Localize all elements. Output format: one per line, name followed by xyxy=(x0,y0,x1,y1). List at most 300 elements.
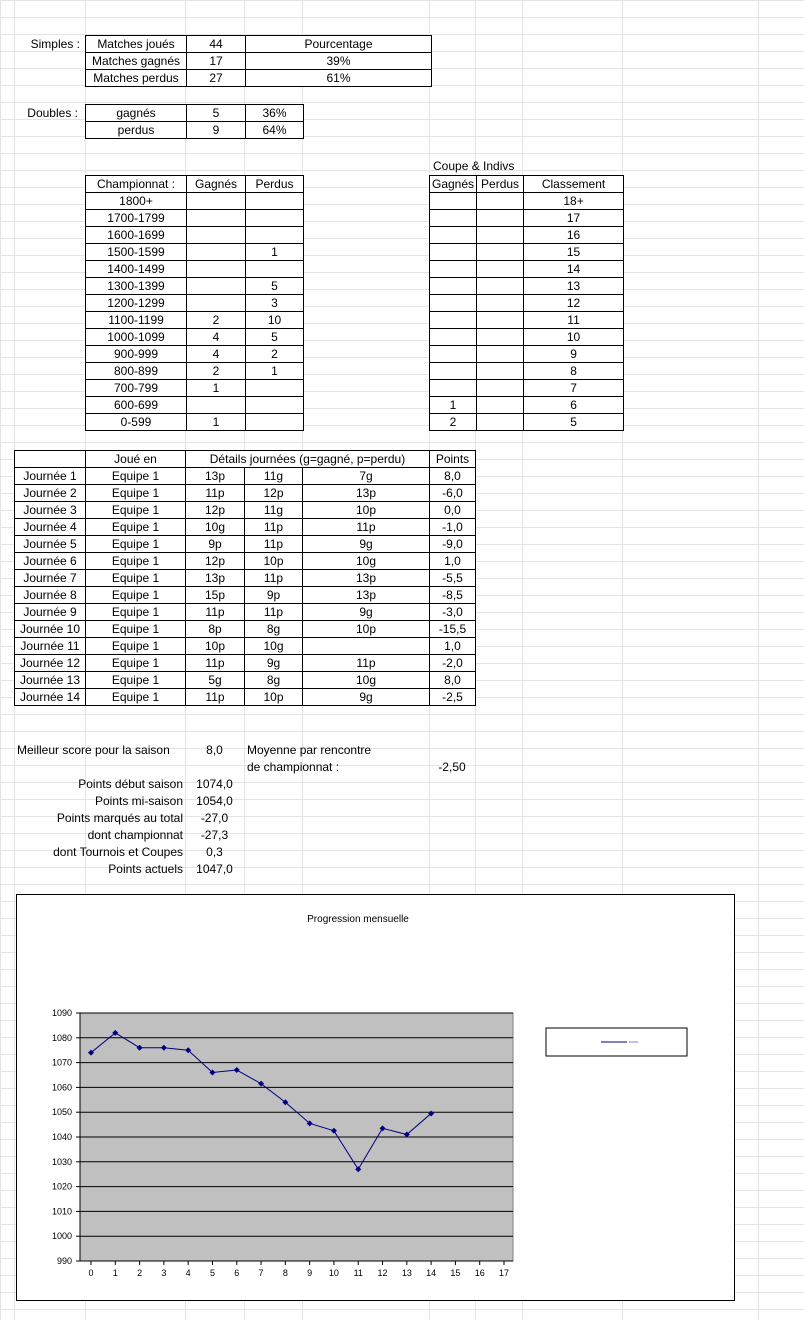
table-row xyxy=(430,193,624,210)
x-tick-label: 12 xyxy=(377,1268,388,1278)
line-chart xyxy=(17,895,734,1300)
table-row xyxy=(86,363,304,380)
journees-cell[interactable]: 13p xyxy=(303,587,430,604)
journees-cell[interactable]: Equipe 1 xyxy=(86,519,186,536)
table-row xyxy=(430,363,624,380)
coupe-cell[interactable] xyxy=(430,346,477,363)
journees-header[interactable] xyxy=(15,451,86,468)
championnat-cell[interactable]: 1800+ xyxy=(86,193,187,210)
table-row xyxy=(15,485,476,502)
journees-cell[interactable]: 5g xyxy=(186,672,245,689)
table-row xyxy=(15,553,476,570)
journees-cell[interactable]: 10p xyxy=(303,621,430,638)
coupe-cell[interactable]: 16 xyxy=(524,227,624,244)
table-row xyxy=(86,227,304,244)
journees-cell[interactable]: 13p xyxy=(186,468,245,485)
meilleur-label: Meilleur score pour la saison xyxy=(17,743,170,757)
coupe-cell[interactable] xyxy=(430,312,477,329)
journees-cell[interactable]: 11p xyxy=(245,519,303,536)
coupe-cell[interactable] xyxy=(477,210,524,227)
journees-cell[interactable]: Equipe 1 xyxy=(86,621,186,638)
table-row xyxy=(15,587,476,604)
journees-cell[interactable]: 10p xyxy=(186,638,245,655)
y-tick-label: 1030 xyxy=(51,1156,72,1167)
journees-cell[interactable]: Equipe 1 xyxy=(86,553,186,570)
table-row xyxy=(15,502,476,519)
y-tick-label: 1080 xyxy=(51,1032,72,1043)
journees-cell[interactable]: Journée 6 xyxy=(15,553,86,570)
coupe-cell[interactable] xyxy=(430,278,477,295)
y-tick-label: 1070 xyxy=(51,1057,72,1068)
journees-cell[interactable]: Journée 3 xyxy=(15,502,86,519)
doubles-cell[interactable]: 9 xyxy=(187,122,246,139)
journees-cell[interactable]: 11g xyxy=(245,468,303,485)
journees-cell[interactable]: 12p xyxy=(186,502,245,519)
journees-cell[interactable]: Journée 5 xyxy=(15,536,86,553)
championnat-cell[interactable] xyxy=(246,397,304,414)
table-row xyxy=(15,689,476,706)
chart-area[interactable] xyxy=(16,894,735,1301)
championnat-header[interactable]: Perdus xyxy=(246,176,304,193)
journees-cell[interactable]: 11p xyxy=(245,604,303,621)
journees-cell[interactable]: 9p xyxy=(186,536,245,553)
championnat-cell[interactable]: 1 xyxy=(246,363,304,380)
journees-cell[interactable]: Journée 8 xyxy=(15,587,86,604)
table-row xyxy=(86,36,432,53)
journees-cell[interactable]: Journée 11 xyxy=(15,638,86,655)
simples-table xyxy=(85,35,432,87)
coupe-cell[interactable]: 5 xyxy=(524,414,624,431)
summary-label: dont Tournois et Coupes xyxy=(53,845,183,859)
coupe-cell[interactable] xyxy=(477,227,524,244)
coupe-cell[interactable]: 15 xyxy=(524,244,624,261)
coupe-table xyxy=(429,175,624,431)
coupe-cell[interactable]: 12 xyxy=(524,295,624,312)
summary-value[interactable]: 1074,0 xyxy=(196,777,233,791)
journees-cell[interactable]: 11p xyxy=(186,689,245,706)
table-row xyxy=(86,210,304,227)
doubles-cell[interactable]: gagnés xyxy=(86,105,187,122)
x-tick-label: 15 xyxy=(450,1268,461,1278)
journees-cell[interactable]: Equipe 1 xyxy=(86,672,186,689)
table-row xyxy=(15,570,476,587)
championnat-header[interactable]: Championnat : xyxy=(86,176,187,193)
table-row xyxy=(430,295,624,312)
championnat-cell[interactable] xyxy=(246,210,304,227)
championnat-cell[interactable] xyxy=(246,261,304,278)
table-row xyxy=(86,278,304,295)
journees-header[interactable]: Joué en xyxy=(86,451,186,468)
journees-cell[interactable]: 11p xyxy=(186,604,245,621)
journees-cell[interactable]: 9g xyxy=(303,689,430,706)
journees-cell[interactable]: 1,0 xyxy=(430,638,476,655)
x-tick-label: 17 xyxy=(498,1268,510,1278)
moyenne-label-2: de championnat : xyxy=(247,760,340,774)
summary-label: dont championnat xyxy=(87,828,183,842)
table-row xyxy=(86,414,304,431)
table-row xyxy=(15,451,476,468)
coupe-cell[interactable]: 9 xyxy=(524,346,624,363)
table-row xyxy=(15,468,476,485)
journees-cell[interactable]: 11p xyxy=(245,570,303,587)
journees-cell[interactable]: Journée 4 xyxy=(15,519,86,536)
journees-cell[interactable]: Equipe 1 xyxy=(86,587,186,604)
table-row xyxy=(86,380,304,397)
championnat-cell[interactable]: 2 xyxy=(187,363,246,380)
coupe-cell[interactable] xyxy=(430,227,477,244)
journees-cell[interactable]: 10g xyxy=(186,519,245,536)
journees-cell[interactable]: -2,0 xyxy=(430,655,476,672)
journees-cell[interactable]: Equipe 1 xyxy=(86,570,186,587)
championnat-cell[interactable] xyxy=(246,414,304,431)
simples-cell[interactable]: 39% xyxy=(246,53,432,70)
journees-cell[interactable]: -1,0 xyxy=(430,519,476,536)
championnat-cell[interactable]: 2 xyxy=(187,312,246,329)
table-row xyxy=(86,329,304,346)
coupe-cell[interactable] xyxy=(430,244,477,261)
y-tick-label: 1060 xyxy=(51,1082,72,1093)
simples-cell[interactable]: Pourcentage xyxy=(246,36,432,53)
x-tick-label: 4 xyxy=(185,1268,191,1278)
table-row xyxy=(430,210,624,227)
championnat-cell[interactable] xyxy=(187,397,246,414)
championnat-cell[interactable]: 800-899 xyxy=(86,363,187,380)
journees-cell[interactable]: Equipe 1 xyxy=(86,485,186,502)
summary-label: Points début saison xyxy=(78,777,183,791)
simples-cell[interactable]: Matches joués xyxy=(86,36,187,53)
journees-cell[interactable]: 13p xyxy=(186,570,245,587)
doubles-cell[interactable]: 36% xyxy=(246,105,304,122)
table-row xyxy=(86,122,304,139)
journees-table xyxy=(14,450,476,706)
table-row xyxy=(15,672,476,689)
journees-cell[interactable]: 0,0 xyxy=(430,502,476,519)
championnat-cell[interactable] xyxy=(187,210,246,227)
journees-cell[interactable]: 11p xyxy=(245,536,303,553)
championnat-cell[interactable] xyxy=(246,380,304,397)
journees-cell[interactable]: Journée 12 xyxy=(15,655,86,672)
summary-value[interactable]: -27,3 xyxy=(200,828,229,842)
championnat-cell[interactable] xyxy=(187,193,246,210)
moyenne-label-1: Moyenne par rencontre xyxy=(247,743,372,757)
championnat-cell[interactable]: 1000-1099 xyxy=(86,329,187,346)
journees-cell[interactable]: Equipe 1 xyxy=(86,604,186,621)
coupe-cell[interactable]: 17 xyxy=(524,210,624,227)
chart-title: Progression mensuelle xyxy=(307,914,409,925)
x-tick-label: 5 xyxy=(209,1268,215,1278)
championnat-cell[interactable] xyxy=(246,227,304,244)
journees-cell[interactable]: 10g xyxy=(245,638,303,655)
journees-cell[interactable]: 15p xyxy=(186,587,245,604)
championnat-header[interactable]: Gagnés xyxy=(187,176,246,193)
table-row xyxy=(430,414,624,431)
coupe-cell[interactable] xyxy=(477,244,524,261)
journees-cell[interactable]: 8g xyxy=(245,621,303,638)
x-tick-label: 9 xyxy=(307,1268,313,1278)
coupe-cell[interactable]: 6 xyxy=(524,397,624,414)
x-tick-label: 11 xyxy=(353,1268,363,1278)
table-row xyxy=(430,227,624,244)
table-row xyxy=(430,380,624,397)
coupe-cell[interactable] xyxy=(477,346,524,363)
simples-cell[interactable]: 27 xyxy=(187,70,246,87)
championnat-cell[interactable]: 5 xyxy=(246,329,304,346)
championnat-cell[interactable]: 1300-1399 xyxy=(86,278,187,295)
y-tick-label: 1000 xyxy=(51,1231,72,1242)
journees-cell[interactable]: -5,5 xyxy=(430,570,476,587)
simples-cell[interactable]: 61% xyxy=(246,70,432,87)
table-row xyxy=(86,244,304,261)
x-tick-label: 1 xyxy=(112,1268,118,1278)
championnat-cell[interactable]: 2 xyxy=(246,346,304,363)
x-tick-label: 10 xyxy=(328,1268,339,1278)
championnat-cell[interactable]: 4 xyxy=(187,329,246,346)
championnat-cell[interactable]: 10 xyxy=(246,312,304,329)
coupe-cell[interactable]: 1 xyxy=(430,397,477,414)
championnat-cell[interactable]: 1600-1699 xyxy=(86,227,187,244)
championnat-cell[interactable]: 1100-1199 xyxy=(86,312,187,329)
championnat-cell[interactable] xyxy=(187,227,246,244)
journees-cell[interactable]: 8,0 xyxy=(430,468,476,485)
journees-cell[interactable]: 12p xyxy=(245,485,303,502)
journees-cell[interactable]: 9g xyxy=(303,536,430,553)
simples-label: Simples : xyxy=(30,37,80,51)
journees-cell[interactable]: Journée 1 xyxy=(15,468,86,485)
journees-cell[interactable]: Journée 10 xyxy=(15,621,86,638)
summary-value[interactable]: 1054,0 xyxy=(196,794,233,808)
table-row xyxy=(430,244,624,261)
journees-cell[interactable]: -2,5 xyxy=(430,689,476,706)
journees-cell[interactable]: 10p xyxy=(245,553,303,570)
journees-cell[interactable]: 11p xyxy=(303,519,430,536)
table-row xyxy=(86,261,304,278)
table-row xyxy=(430,329,624,346)
coupe-cell[interactable]: 8 xyxy=(524,363,624,380)
coupe-cell[interactable] xyxy=(477,414,524,431)
table-row xyxy=(15,638,476,655)
coupe-cell[interactable]: 10 xyxy=(524,329,624,346)
table-row xyxy=(430,278,624,295)
y-tick-label: 1090 xyxy=(51,1008,72,1018)
championnat-cell[interactable] xyxy=(187,244,246,261)
x-tick-label: 6 xyxy=(234,1268,240,1278)
journees-cell[interactable]: 9g xyxy=(245,655,303,672)
x-tick-label: 13 xyxy=(401,1268,412,1278)
championnat-cell[interactable]: 1200-1299 xyxy=(86,295,187,312)
journees-cell[interactable]: -15,5 xyxy=(430,621,476,638)
coupe-cell[interactable] xyxy=(477,278,524,295)
summary-label: Points actuels xyxy=(108,862,183,876)
coupe-cell[interactable] xyxy=(477,261,524,278)
coupe-cell[interactable]: 14 xyxy=(524,261,624,278)
x-tick-label: 2 xyxy=(137,1268,143,1278)
journees-cell[interactable]: Journée 7 xyxy=(15,570,86,587)
journees-cell[interactable]: 13p xyxy=(303,485,430,502)
journees-cell[interactable]: Equipe 1 xyxy=(86,638,186,655)
summary-label: Points mi-saison xyxy=(94,794,183,808)
x-tick-label: 0 xyxy=(88,1268,94,1278)
simples-cell[interactable]: 44 xyxy=(187,36,246,53)
table-row xyxy=(15,604,476,621)
journees-cell[interactable]: -9,0 xyxy=(430,536,476,553)
x-tick-label: 8 xyxy=(282,1268,288,1278)
journees-cell[interactable]: 10p xyxy=(303,502,430,519)
journees-cell[interactable]: 8,0 xyxy=(430,672,476,689)
coupe-cell[interactable] xyxy=(477,380,524,397)
x-tick-label: 14 xyxy=(426,1268,437,1278)
y-tick-label: 1050 xyxy=(51,1107,72,1118)
championnat-cell[interactable]: 1500-1599 xyxy=(86,244,187,261)
coupe-cell[interactable] xyxy=(477,363,524,380)
journees-cell[interactable]: Journée 2 xyxy=(15,485,86,502)
championnat-cell[interactable]: 1400-1499 xyxy=(86,261,187,278)
journees-cell[interactable]: 8p xyxy=(186,621,245,638)
table-row xyxy=(15,536,476,553)
coupe-cell[interactable] xyxy=(430,380,477,397)
journees-header[interactable]: Détails journées (g=gagné, p=perdu) xyxy=(186,451,430,468)
journees-cell[interactable]: Equipe 1 xyxy=(86,655,186,672)
table-row xyxy=(86,53,432,70)
summary-label: Points marqués au total xyxy=(56,811,183,825)
journees-cell[interactable]: Journée 13 xyxy=(15,672,86,689)
doubles-cell[interactable]: perdus xyxy=(86,122,187,139)
table-row xyxy=(430,397,624,414)
championnat-cell[interactable]: 0-599 xyxy=(86,414,187,431)
championnat-cell[interactable] xyxy=(187,295,246,312)
coupe-cell[interactable] xyxy=(430,363,477,380)
championnat-cell[interactable]: 1 xyxy=(187,380,246,397)
championnat-cell[interactable]: 5 xyxy=(246,278,304,295)
coupe-cell[interactable] xyxy=(477,397,524,414)
table-row xyxy=(86,70,432,87)
championnat-cell[interactable]: 1 xyxy=(246,244,304,261)
championnat-table xyxy=(85,175,304,431)
coupe-title: Coupe & Indivs xyxy=(433,159,515,173)
summary-value[interactable]: 1047,0 xyxy=(196,862,233,876)
table-row xyxy=(430,346,624,363)
table-row xyxy=(15,519,476,536)
y-tick-label: 1020 xyxy=(51,1181,72,1192)
coupe-cell[interactable]: 7 xyxy=(524,380,624,397)
journees-cell[interactable]: 9g xyxy=(303,604,430,621)
moyenne-value[interactable]: -2,50 xyxy=(438,760,466,774)
journees-cell[interactable]: 11p xyxy=(186,655,245,672)
doubles-table xyxy=(85,104,304,139)
championnat-cell[interactable]: 900-999 xyxy=(86,346,187,363)
championnat-cell[interactable]: 600-699 xyxy=(86,397,187,414)
coupe-cell[interactable]: 13 xyxy=(524,278,624,295)
journees-cell[interactable]: 8g xyxy=(245,672,303,689)
journees-cell[interactable]: 11p xyxy=(186,485,245,502)
championnat-cell[interactable]: 3 xyxy=(246,295,304,312)
journees-cell[interactable]: 13p xyxy=(303,570,430,587)
championnat-cell[interactable] xyxy=(187,278,246,295)
journees-cell[interactable]: -8,5 xyxy=(430,587,476,604)
coupe-cell[interactable] xyxy=(430,210,477,227)
doubles-cell[interactable]: 64% xyxy=(246,122,304,139)
championnat-cell[interactable] xyxy=(246,193,304,210)
simples-cell[interactable]: 17 xyxy=(187,53,246,70)
y-tick-label: 1040 xyxy=(51,1132,72,1142)
journees-header[interactable]: Points xyxy=(430,451,476,468)
table-row xyxy=(430,176,624,193)
journees-cell[interactable]: Equipe 1 xyxy=(86,689,186,706)
table-row xyxy=(86,193,304,210)
coupe-header[interactable]: Perdus xyxy=(477,176,524,193)
journees-cell[interactable]: Journée 9 xyxy=(15,604,86,621)
simples-cell[interactable]: Matches perdus xyxy=(86,70,187,87)
coupe-cell[interactable]: 2 xyxy=(430,414,477,431)
journees-cell[interactable]: Equipe 1 xyxy=(86,502,186,519)
journees-cell[interactable]: 10p xyxy=(245,689,303,706)
coupe-cell[interactable] xyxy=(477,193,524,210)
table-row xyxy=(86,397,304,414)
journees-cell[interactable]: 11g xyxy=(245,502,303,519)
doubles-cell[interactable]: 5 xyxy=(187,105,246,122)
x-tick-label: 16 xyxy=(474,1268,485,1278)
coupe-header[interactable]: Gagnés xyxy=(430,176,477,193)
x-tick-label: 7 xyxy=(258,1268,264,1278)
championnat-cell[interactable]: 700-799 xyxy=(86,380,187,397)
coupe-cell[interactable] xyxy=(477,329,524,346)
simples-cell[interactable]: Matches gagnés xyxy=(86,53,187,70)
table-row xyxy=(86,176,304,193)
journees-cell[interactable]: 1,0 xyxy=(430,553,476,570)
y-tick-label: 990 xyxy=(56,1256,72,1266)
coupe-cell[interactable] xyxy=(430,193,477,210)
coupe-cell[interactable] xyxy=(430,329,477,346)
journees-cell[interactable]: Equipe 1 xyxy=(86,468,186,485)
championnat-cell[interactable]: 1700-1799 xyxy=(86,210,187,227)
coupe-cell[interactable] xyxy=(477,295,524,312)
table-row xyxy=(430,312,624,329)
table-row xyxy=(86,346,304,363)
meilleur-value[interactable]: 8,0 xyxy=(206,743,223,757)
table-row xyxy=(15,621,476,638)
doubles-label: Doubles : xyxy=(27,106,78,120)
journees-cell[interactable] xyxy=(303,638,430,655)
table-row xyxy=(86,312,304,329)
journees-cell[interactable]: 10g xyxy=(303,672,430,689)
table-row xyxy=(15,655,476,672)
championnat-cell[interactable] xyxy=(187,261,246,278)
table-row xyxy=(86,105,304,122)
journees-cell[interactable]: 7g xyxy=(303,468,430,485)
journees-cell[interactable]: 12p xyxy=(186,553,245,570)
championnat-cell[interactable]: 4 xyxy=(187,346,246,363)
championnat-cell[interactable]: 1 xyxy=(187,414,246,431)
coupe-cell[interactable]: 11 xyxy=(524,312,624,329)
journees-cell[interactable]: Equipe 1 xyxy=(86,536,186,553)
journees-cell[interactable]: 10g xyxy=(303,553,430,570)
journees-cell[interactable]: -3,0 xyxy=(430,604,476,621)
coupe-cell[interactable] xyxy=(477,312,524,329)
summary-value[interactable]: 0,3 xyxy=(206,845,223,859)
coupe-cell[interactable]: 18+ xyxy=(524,193,624,210)
table-row xyxy=(430,261,624,278)
journees-cell[interactable]: 9p xyxy=(245,587,303,604)
y-tick-label: 1010 xyxy=(51,1206,72,1217)
summary-value[interactable]: -27,0 xyxy=(200,811,229,825)
coupe-cell[interactable] xyxy=(430,261,477,278)
coupe-cell[interactable] xyxy=(430,295,477,312)
coupe-header[interactable]: Classement xyxy=(524,176,624,193)
table-row xyxy=(86,295,304,312)
journees-cell[interactable]: Journée 14 xyxy=(15,689,86,706)
journees-cell[interactable]: -6,0 xyxy=(430,485,476,502)
journees-cell[interactable]: 11p xyxy=(303,655,430,672)
x-tick-label: 3 xyxy=(161,1268,167,1278)
